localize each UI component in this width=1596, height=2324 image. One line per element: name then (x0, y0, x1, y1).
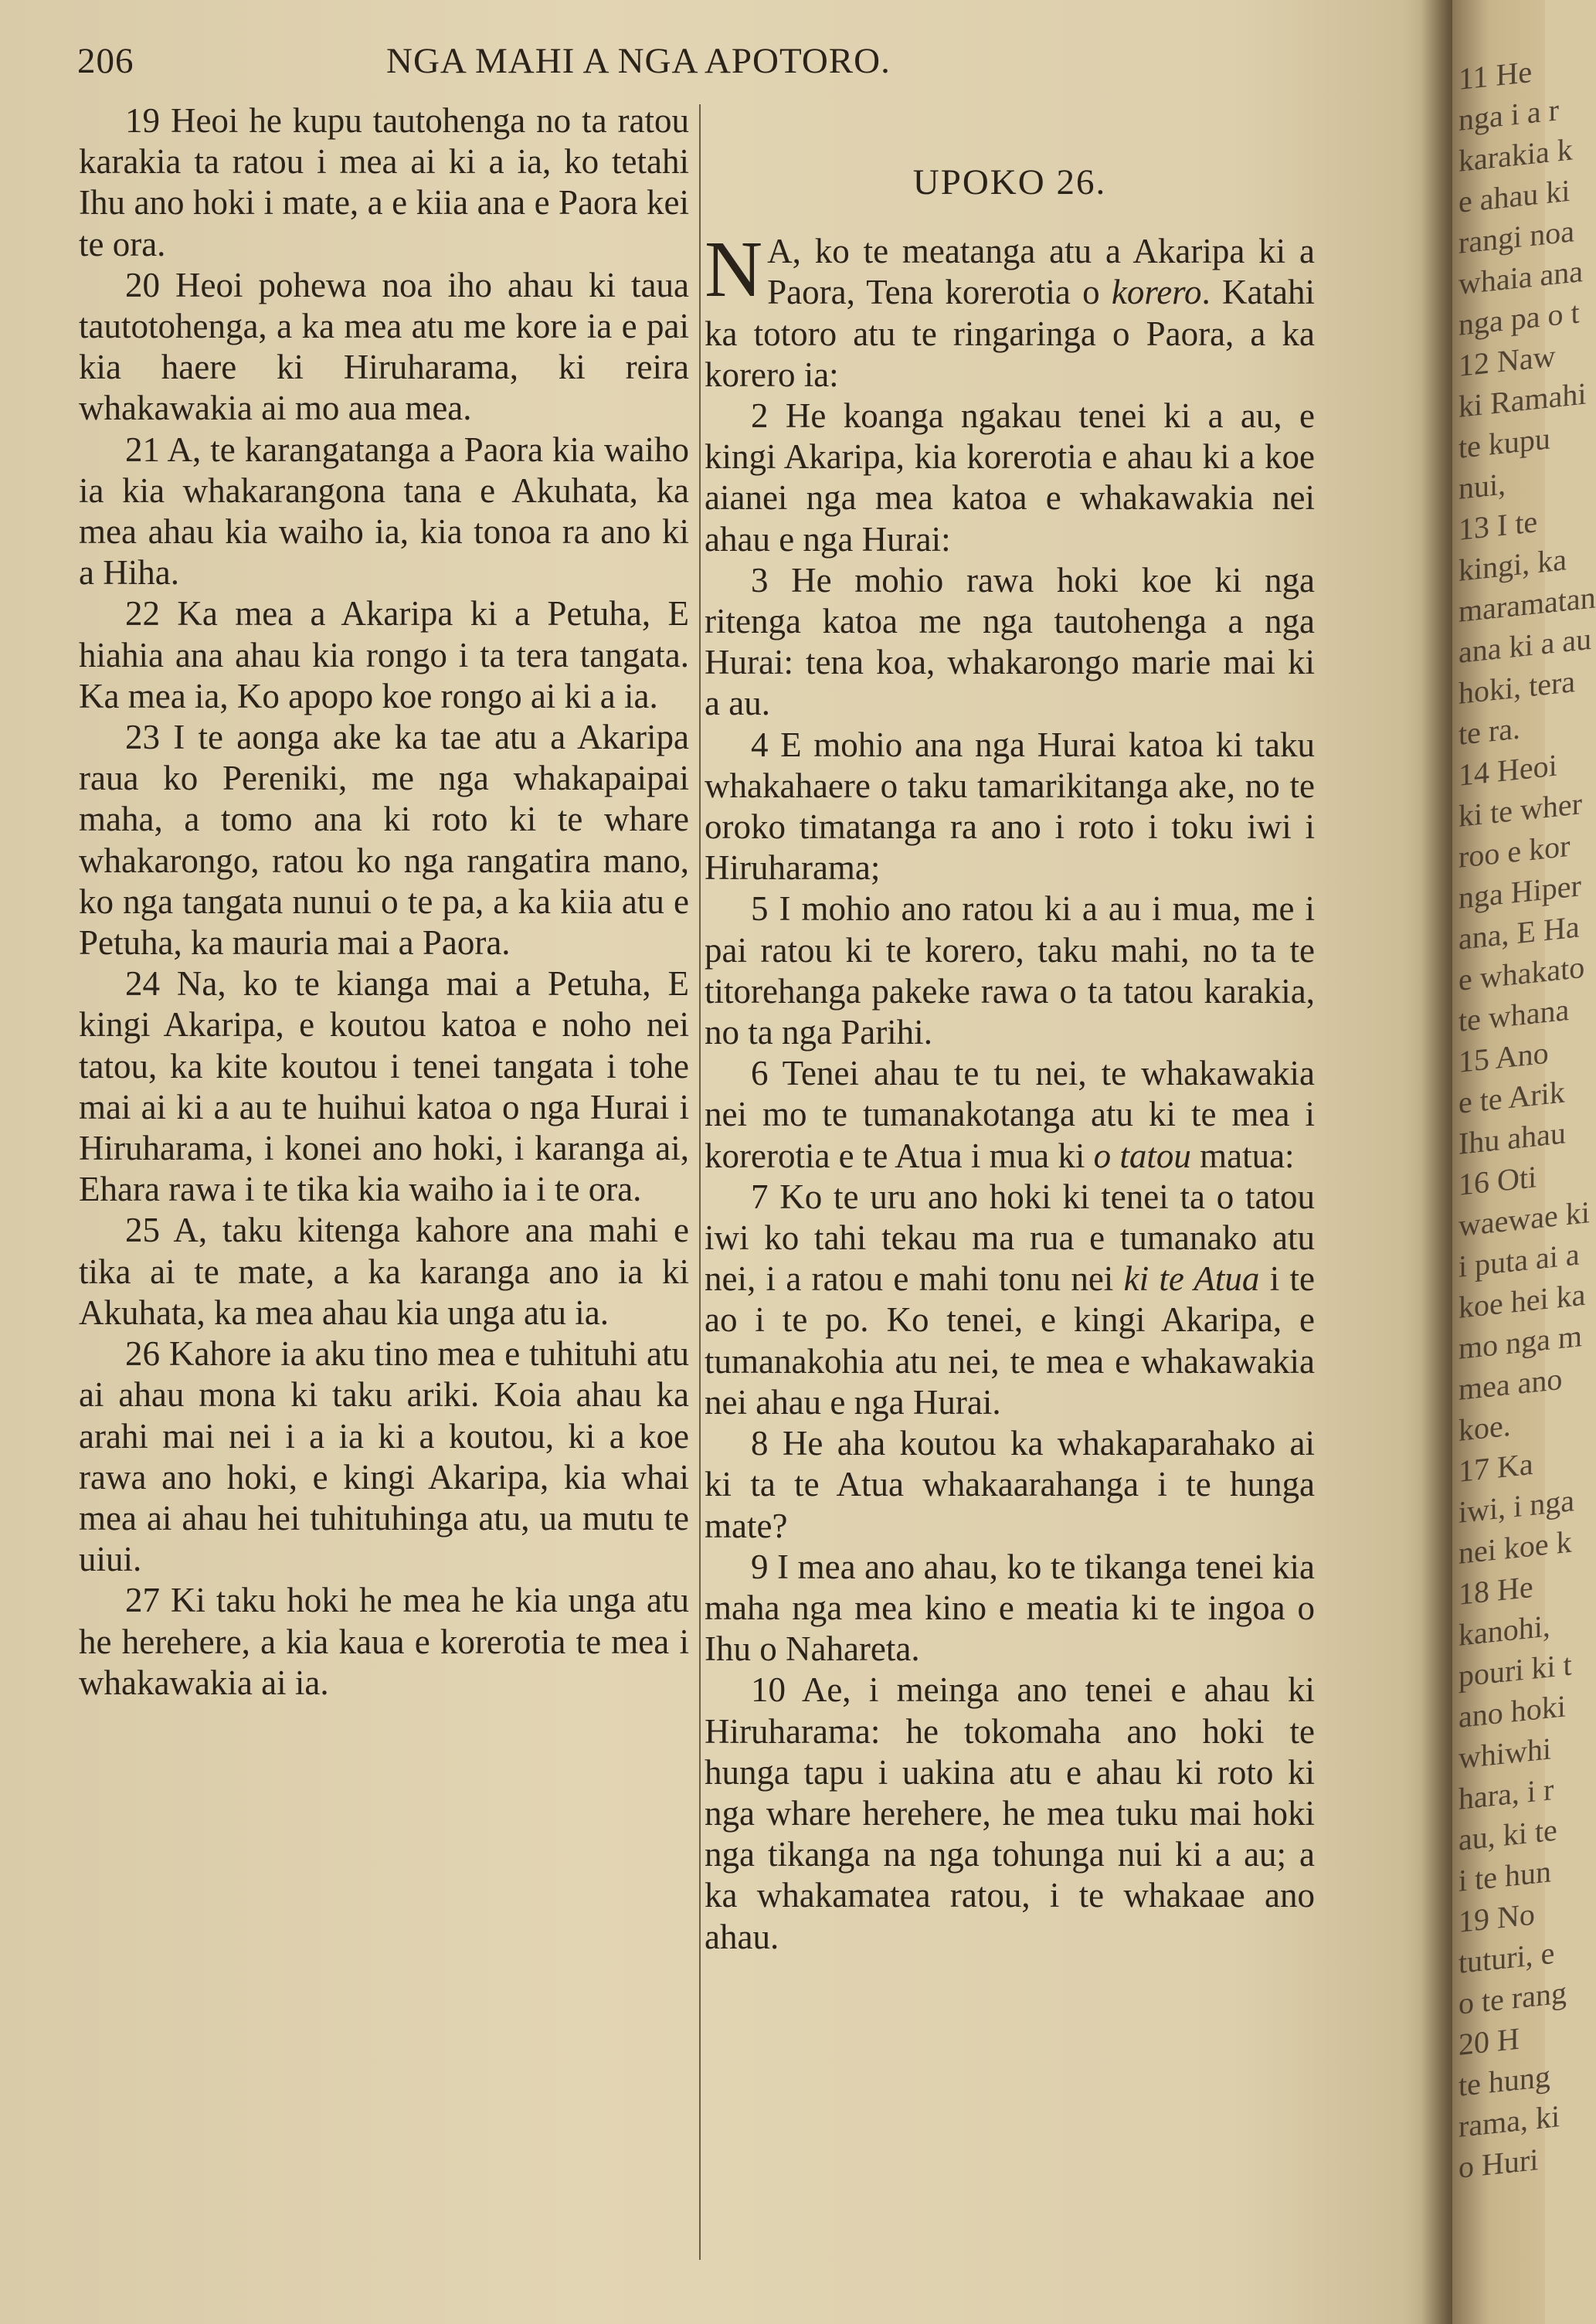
chapter-heading: UPOKO 26. (912, 162, 1107, 202)
facing-page-line: ana, E Ha (1458, 909, 1580, 956)
verse-text: 9 I mea ano ahau, ko te tikanga tenei kia maha nga mea kino e meatia ki te ingoa o Ihu o Nahareta. (705, 1547, 1315, 1669)
facing-page-line: ano hoki (1458, 1688, 1566, 1735)
facing-page-line: te ra. (1458, 710, 1520, 752)
facing-page-line: 12 Naw (1458, 338, 1556, 383)
facing-page-line: kingi, ka (1458, 542, 1567, 588)
facing-page-line: 13 I te (1458, 504, 1538, 547)
page-number: 206 (77, 41, 134, 81)
facing-page-line: nga pa o t (1458, 294, 1580, 342)
verse-text: 5 I mohio ano ratou ki a au i mua, me i pai ratou ki te korero, taku mahi, no ta te titorehanga pakeke rawa o ta tatou karakia, no ta nga Parihi. (705, 889, 1315, 1052)
facing-page-line: nui, (1458, 466, 1506, 506)
facing-page-line: nga i a r (1458, 92, 1559, 138)
verse-text: 4 E mohio ana nga Hurai katoa ki taku whakahaere o taku tamarikitanga ake, no te oroko timatanga ra ano i roto i toku iwi i Hiruharama; (705, 725, 1315, 888)
verse: 25 A, taku kitenga kahore ana mahi e tika ai te mate, a ka karanga ano ia ki Akuhata, ka mea ahau kia unga atu ia. (79, 1211, 689, 1332)
verse: 27 Ki taku hoki he mea he kia unga atu he herehere, a kia kaua e korerotia te mea i whakawakia ai ia. (79, 1581, 689, 1702)
facing-page-line: i te hun (1458, 1853, 1551, 1898)
verse: 26 Kahore ia aku tino mea e tuhituhi atu ai ahau mona ki taku ariki. Koia ahau ka arahi mai nei i a ia ki a koutou, ki a koe rawa ano hoki, e kingi Akaripa, kia whai mea ai ahau hei tuhituhinga atu, ua mutu te uiui. (79, 1334, 689, 1579)
page-header (77, 40, 1035, 94)
verse (705, 1053, 1315, 1177)
right-verses (705, 396, 1315, 1958)
verse (705, 888, 1315, 1053)
facing-page-line: Ihu ahau (1458, 1115, 1566, 1161)
facing-page-line: mo nga m (1458, 1318, 1582, 1366)
running-head: NGA MAHI A NGA APOTORO. (386, 41, 891, 81)
verse (705, 1547, 1315, 1670)
drop-cap: N (705, 225, 763, 314)
facing-page-line: mea ano (1458, 1361, 1563, 1407)
facing-page-line: whiwhi (1458, 1731, 1551, 1775)
verse (705, 396, 1315, 560)
verse-text: matua: (1190, 1136, 1295, 1175)
facing-page-line: ki te wher (1458, 786, 1582, 834)
facing-page-line: kanohi, (1458, 1608, 1550, 1653)
verse-text: 7 Ko te uru ano hoki ki tenei ta o tatou iwi ko tahi tekau ma rua e tumanako atu nei, i a ratou e mahi tonu nei (705, 1177, 1315, 1299)
verse: 24 Na, ko te kianga mai a Petuha, E kingi Akaripa, e koutou katoa e noho nei tatou, ka kite koutou i tenei tangata i tohe mai ai ki a au te huihui katoa o nga Hurai i Hiruharama, i konei ano hoki, i karanga ai, Ehara rawa i te tika kia waiho ia i te ora. (79, 964, 689, 1209)
column-divider (699, 104, 701, 2260)
facing-page-line: karakia k (1458, 131, 1573, 178)
facing-page-line: au, ki te (1458, 1812, 1557, 1857)
right-column (705, 100, 1315, 1958)
verse-text: 6 Tenei ahau te tu nei, te whakawakia nei mo te tumanakotanga atu ki te mea i korerotia e te Atua i mua ki (705, 1054, 1315, 1175)
italic-text: o tatou (1093, 1136, 1191, 1175)
facing-page-line: te hung (1458, 2058, 1550, 2103)
facing-page-line: 11 He (1458, 53, 1533, 97)
facing-page-line: te kupu (1458, 420, 1550, 465)
verse: 19 Heoi he kupu tautohenga no ta ratou karakia ta ratou i mea ai ki a ia, ko tetahi Ihu ano hoki i mate, a e kiia ana e Paora kei te ora. (79, 101, 689, 263)
facing-page-line: pouri ki t (1458, 1646, 1572, 1694)
facing-page-line: iwi, i nga (1458, 1483, 1574, 1530)
left-column (79, 100, 689, 1704)
verse-text: . Katahi ka totoro atu te ringaringa o Paora, a ka korero ia: (705, 273, 1316, 394)
verse-text: A, ko te meatanga atu a Akaripa ki a Paora, Tena korerotia o (767, 232, 1315, 312)
verse-text: i te ao i te po. Ko tenei, e kingi Akaripa, e tumanakohia atu nei, te mea e whakawakia nei ahau e nga Hurai. (705, 1259, 1315, 1422)
verse (705, 1177, 1315, 1423)
facing-page-line: nga Hiper (1458, 868, 1581, 916)
facing-page-line: 17 Ka (1458, 1446, 1533, 1489)
verse-text: 3 He mohio rawa hoki koe ki nga ritenga katoa me nga tautohenga a nga Hurai: tena koa, whakarongo marie mai ki a au. (705, 560, 1315, 723)
facing-page-line: e whakato (1458, 949, 1585, 997)
facing-page-line: hoki, tera (1458, 664, 1576, 711)
facing-page-line: tuturi, e (1458, 1935, 1555, 1980)
facing-page-line: 16 Oti (1458, 1159, 1537, 1202)
italic-text: ki te Atua (1123, 1259, 1260, 1299)
facing-page-line: te whana (1458, 991, 1570, 1038)
facing-page-line: whaia ana (1458, 253, 1584, 301)
verse (705, 1423, 1315, 1547)
verse: 20 Heoi pohewa noa iho ahau ki taua tautotohenga, a ka mea atu me kore ia e pai kia haere ki Hiruharama, ki reira whakawakia ai mo aua mea. (79, 265, 689, 428)
facing-page-line: o te rang (1458, 1975, 1567, 2021)
verse: 23 I te aonga ake ka tae atu a Akaripa raua ko Pereniki, me nga whakapaipai maha, a tomo ana ki roto ki te whare whakarongo, ratou ko nga rangatira mano, ko nga tangata nunui o te pa, a ka kiia atu e Petuha, ka mauria mai a Paora. (79, 718, 689, 963)
verse-text: 10 Ae, i meinga ano tenei e ahau ki Hiruharama: he tokomaha ano hoki te hunga tapu i uakina atu e ahau ki roto ki nga whare herehere, he mea tuku mai hoki nga tikanga na nga tohunga nui ki a au; a ka whakamatea ratou, i te whakaae ano ahau. (705, 1670, 1315, 1956)
facing-page-line: maramatan (1458, 579, 1596, 629)
facing-page-line: 15 Ano (1458, 1035, 1549, 1079)
facing-page-line: 19 No (1458, 1896, 1535, 1939)
facing-page-line: o Huri (1458, 2142, 1539, 2185)
italic-text: korero (1111, 273, 1202, 312)
facing-page-line: ana ki a au (1458, 620, 1592, 670)
facing-page-line: 18 He (1458, 1568, 1533, 1612)
facing-page-line: 20 H (1458, 2020, 1520, 2062)
facing-page-lines (1452, 0, 1596, 2185)
verse-text: 2 He koanga ngakau tenei ki a au, e kingi Akaripa, kia korerotia e ahau ki a koe aianei nga mea katoa e whakawakia nei ahau e nga Hurai: (705, 396, 1315, 559)
verse-1 (705, 225, 1316, 396)
facing-page-line: koe. (1458, 1407, 1511, 1448)
facing-page-line: nei koe k (1458, 1524, 1572, 1571)
verse (705, 560, 1315, 725)
facing-page-line: waewae ki (1458, 1194, 1590, 1243)
verse (705, 725, 1315, 889)
facing-page-line: i puta ai a (1458, 1236, 1580, 1284)
verse: 22 Ka mea a Akaripa ki a Petuha, E hiahia ana ahau kia rongo i ta tera tangata. Ka mea ia, Ko apopo koe rongo ai ki a ia. (79, 594, 689, 715)
facing-page-line: hara, i r (1458, 1771, 1554, 1816)
facing-page-line: rama, ki (1458, 2098, 1560, 2144)
verse-text: 8 He aha koutou ka whakaparahako ai ki ta te Atua whakaarahanga i te hunga mate? (705, 1424, 1315, 1545)
verse: 21 A, te karangatanga a Paora kia waiho ia kia whakarangona tana e Akuhata, ka mea ahau kia waiho ia, kia tonoa ra ano ki a Hiha. (79, 430, 689, 593)
facing-page-line: roo e kor (1458, 827, 1571, 875)
facing-page-line: koe hei ka (1458, 1276, 1586, 1325)
facing-page-line: 14 Heoi (1458, 747, 1557, 793)
verse (705, 1670, 1315, 1957)
facing-page-edge (1452, 0, 1596, 2324)
facing-page-line: e te Arik (1458, 1074, 1565, 1120)
facing-page-line: rangi noa (1458, 213, 1574, 260)
facing-page-line: ki Ramahi (1458, 375, 1587, 424)
facing-page-line: e ahau ki (1458, 172, 1571, 219)
